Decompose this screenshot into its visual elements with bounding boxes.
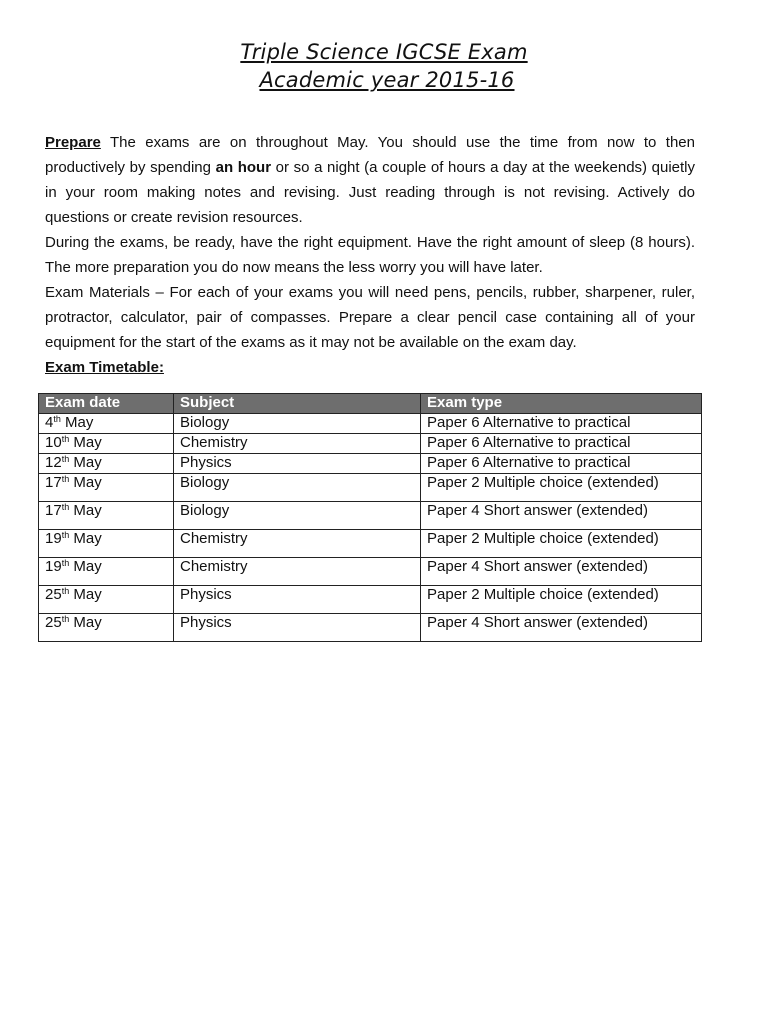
title-line-1: Triple Science IGCSE Exam xyxy=(240,40,528,64)
prepare-label: Prepare xyxy=(45,134,101,151)
date-suffix: th xyxy=(61,474,70,484)
table-row xyxy=(39,454,702,474)
date-suffix: th xyxy=(61,586,70,596)
exam-date-cell xyxy=(39,530,174,558)
table-header-row xyxy=(39,394,702,414)
table-row xyxy=(39,558,702,586)
paragraph-1-emphasis: an hour xyxy=(215,159,272,176)
date-month: May xyxy=(69,586,102,603)
exam-type-cell: Paper 4 Short answer (extended) xyxy=(421,558,702,586)
date-suffix: th xyxy=(61,614,70,624)
table-row xyxy=(39,586,702,614)
exam-date-cell xyxy=(39,502,174,530)
timetable-heading: Exam Timetable: xyxy=(45,359,164,376)
paragraph-exams: During the exams, be ready, have the right equipment. Have the right amount of sleep (8 hours). The more preparation you do now means the less worry you will have later. xyxy=(45,234,695,276)
date-day: 19 xyxy=(45,530,62,547)
intro-text xyxy=(45,130,695,380)
date-day: 19 xyxy=(45,558,62,575)
date-suffix: th xyxy=(61,454,70,464)
table-row xyxy=(39,414,702,434)
exam-type-cell: Paper 6 Alternative to practical xyxy=(421,454,702,474)
date-suffix: th xyxy=(53,414,61,424)
subject-cell: Chemistry xyxy=(174,530,421,558)
title-line-2: Academic year 2015-16 xyxy=(259,68,515,92)
paragraph-prepare xyxy=(45,130,695,230)
table-row xyxy=(39,530,702,558)
exam-date-cell xyxy=(39,614,174,642)
header-exam-type: Exam type xyxy=(421,394,702,414)
header-subject: Subject xyxy=(174,394,421,414)
subject-cell: Biology xyxy=(174,474,421,502)
timetable-heading-row xyxy=(45,355,695,380)
subject-cell: Biology xyxy=(174,502,421,530)
subject-cell: Physics xyxy=(174,454,421,474)
date-month: May xyxy=(69,502,102,519)
subject-cell: Physics xyxy=(174,614,421,642)
exam-date-cell xyxy=(39,586,174,614)
subject-cell: Biology xyxy=(174,414,421,434)
date-day: 17 xyxy=(45,502,62,519)
date-month: May xyxy=(69,434,102,451)
date-month: May xyxy=(60,414,94,431)
exam-date-cell xyxy=(39,414,174,434)
exam-date-cell xyxy=(39,434,174,454)
document-title xyxy=(0,38,768,94)
date-month: May xyxy=(69,530,102,547)
header-exam-date: Exam date xyxy=(39,394,174,414)
date-suffix: th xyxy=(61,558,70,568)
exam-type-cell: Paper 4 Short answer (extended) xyxy=(421,502,702,530)
exam-type-cell: Paper 2 Multiple choice (extended) xyxy=(421,530,702,558)
date-day: 12 xyxy=(45,454,62,471)
exam-type-cell: Paper 2 Multiple choice (extended) xyxy=(421,586,702,614)
paragraph-materials: Exam Materials – For each of your exams you will need pens, pencils, rubber, sharpener, ruler, protractor, calculator, pair of compasses. Prepare a clear pencil case containing all of your equipment for the start of the exams as it may not be available on the exam day. xyxy=(45,284,695,351)
exam-type-cell: Paper 4 Short answer (extended) xyxy=(421,614,702,642)
subject-cell: Physics xyxy=(174,586,421,614)
table-row xyxy=(39,434,702,454)
date-suffix: th xyxy=(61,530,70,540)
exam-type-cell: Paper 6 Alternative to practical xyxy=(421,434,702,454)
paragraph-1-part-b: or so a night (a couple of hours a day at the weekends) quietly in your room making notes and revising. Just reading through is not revising. Actively do questions or create revision resources. xyxy=(45,159,695,226)
paragraph-1-part-a: The exams are on throughout May. You should use the time from now to then productively by spending xyxy=(45,134,695,176)
exam-date-cell xyxy=(39,558,174,586)
exam-type-cell: Paper 2 Multiple choice (extended) xyxy=(421,474,702,502)
date-day: 25 xyxy=(45,586,62,603)
subject-cell: Chemistry xyxy=(174,558,421,586)
date-day: 4 xyxy=(45,414,54,431)
date-month: May xyxy=(69,454,102,471)
date-month: May xyxy=(69,558,102,575)
table-row xyxy=(39,502,702,530)
date-month: May xyxy=(69,474,102,491)
date-day: 17 xyxy=(45,474,62,491)
date-month: May xyxy=(69,614,102,631)
table-row xyxy=(39,474,702,502)
date-day: 25 xyxy=(45,614,62,631)
date-suffix: th xyxy=(61,502,70,512)
exam-date-cell xyxy=(39,474,174,502)
date-suffix: th xyxy=(61,434,70,444)
exam-date-cell xyxy=(39,454,174,474)
exam-type-cell: Paper 6 Alternative to practical xyxy=(421,414,702,434)
exam-timetable xyxy=(38,393,702,642)
date-day: 10 xyxy=(45,434,62,451)
subject-cell: Chemistry xyxy=(174,434,421,454)
table-row xyxy=(39,614,702,642)
